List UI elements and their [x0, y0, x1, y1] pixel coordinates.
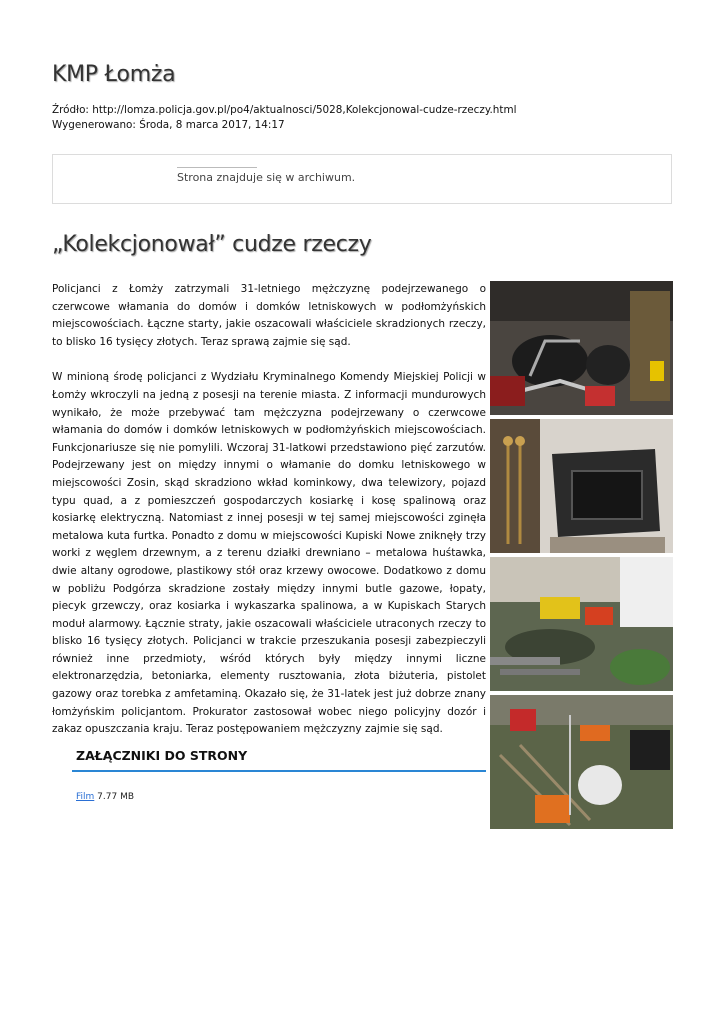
- archive-divider: [177, 167, 257, 168]
- article-body: [52, 281, 486, 757]
- attachment-size: 7.77 MB: [97, 792, 135, 802]
- article-lead: Policjanci z Łomży zatrzymali 31-letniego mężczyznę podejrzewanego o czerwcowe włamania do domów i domków letniskowych w podłomżyńskich miejscowościach. Łączne starty, jakie oszacowali właściciele skradzionych rzeczy, to blisko 16 tysięcy złotych. Teraz sprawą zajmie się sąd.: [52, 283, 486, 348]
- article-title: „Kolekcjonował” cudze rzeczy: [52, 232, 372, 257]
- archive-notice-box: [52, 154, 672, 204]
- article-paragraph: W minioną środę policjanci z Wydziału Kryminalnego Komendy Miejskiej Policji w Łomży wkroczyli na jedną z posesji na terenie miasta. Z informacji mundurowych wynikało, że może przebywać tam mężczyzna podejrzewany o czerwcowe włamania do domów i domków letniskowych w podłomżyńskich miejscowościach. Funkcjonariusze się nie pomylili. Wczoraj 31-latkowi przedstawiono pięć zarzutów. Podejrzewany jest on między innymi o włamanie do domku letniskowego w miejscowości Zosin, skąd skradziono wkład kominkowy, dwa telewizory, pojazd typu quad, a z pomieszczeń gospodarczych kosiarkę i kosę spalinową oraz kosiarkę elektryczną. Natomiast z innej posesji w tej samej miejscowości zginęła metalowa kuta furtka. Ponadto z domu w miejscowości Kupiski Nowe zniknęły trzy worki z węglem drzewnym, a z terenu działki drewniano – metalowa huśtawka, dwie altany ogrodowe, plastikowy stół oraz krzewy owocowe. Dodatkowo z domu w pobliżu Podgórza skradzione zostały między innymi butle gazowe, łopaty, piecyk grzewczy, oraz kosiarka i wykaszarka spalinowa, a w Kupiskach Starych moduł alarmowy. Łącznie straty, jakie oszacowali właściciele utraconych rzeczy to blisko 16 tysięcy złotych. Policjanci w trakcie przeszukania posesji zabezpieczyli również inne przedmioty, wśród których były między innymi liczne elektronarzędzia, betoniarka, elementy rusztowania, złota biżuteria, pistolet gazowy oraz torebka z amfetaminą. Okazało się, że 31-latek jest już dobrze znany łomżyńskim policjantom. Prokurator zastosował wobec niego policyjny dozór i zakaz opuszczania kraju. Teraz postępowaniem mężczyzny zajmie się sąd.: [52, 371, 486, 736]
- photo-gallery: [490, 281, 673, 833]
- photo-quad[interactable]: [490, 281, 673, 415]
- site-title: KMP Łomża: [52, 62, 176, 87]
- photo-fireplace[interactable]: [490, 419, 673, 553]
- attachments-divider: [72, 770, 486, 772]
- photo-tools[interactable]: [490, 557, 673, 691]
- document-meta: [52, 103, 516, 133]
- attachments-heading: ZAŁĄCZNIKI DO STRONY: [76, 748, 248, 763]
- archive-notice: Strona znajduje się w archiwum.: [177, 171, 356, 184]
- attachment-item: [76, 792, 134, 802]
- photo-seized-items[interactable]: [490, 695, 673, 829]
- source-url: Źródło: http://lomza.policja.gov.pl/po4/aktualnosci/5028,Kolekcjonowal-cudze-rzeczy.html: [52, 104, 517, 116]
- attachment-link-film[interactable]: Film: [76, 792, 95, 802]
- generated-date: Wygenerowano: Środa, 8 marca 2017, 14:17: [52, 119, 285, 131]
